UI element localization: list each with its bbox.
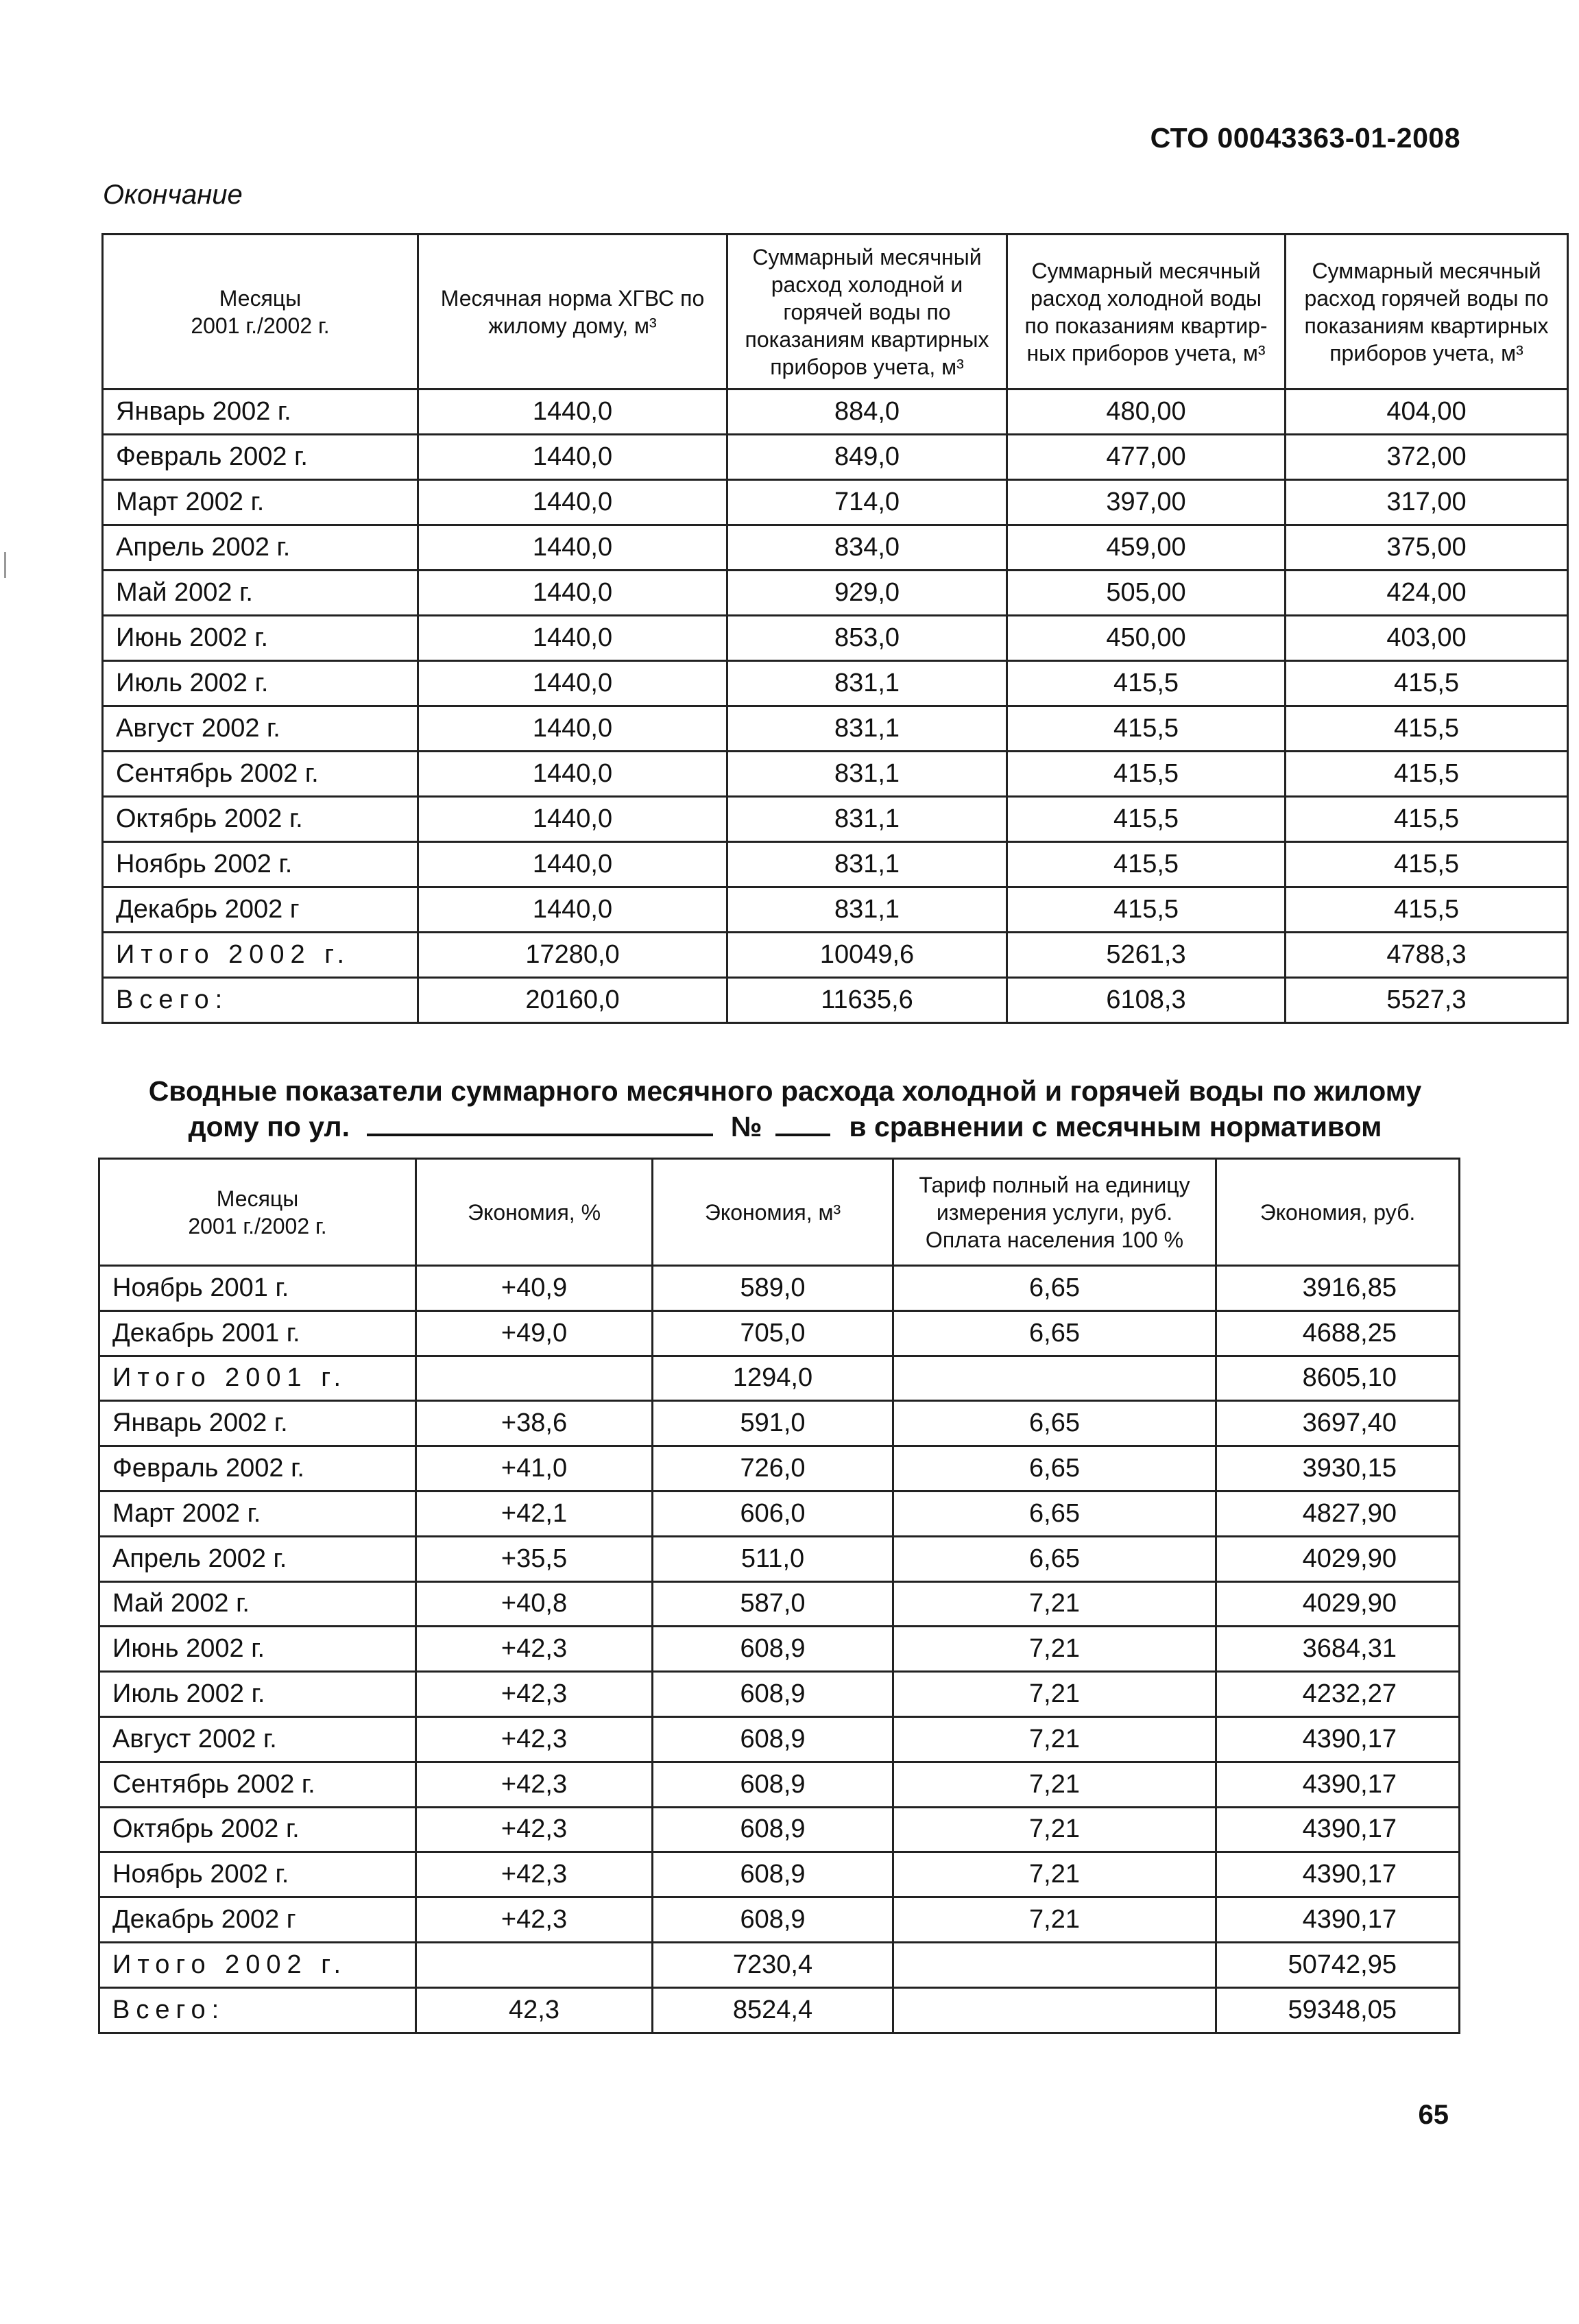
table-row (103, 706, 1568, 752)
row-label-cell: Июль 2002 г. (99, 1672, 416, 1717)
value-cell: 7,21 (893, 1581, 1216, 1627)
value-cell: 4688,25 (1216, 1310, 1460, 1356)
value-cell: 3697,40 (1216, 1401, 1460, 1446)
row-label-cell: Январь 2002 г. (99, 1401, 416, 1446)
row-label-cell: Январь 2002 г. (103, 390, 418, 435)
value-cell: 929,0 (727, 571, 1007, 616)
value-cell: 415,5 (1286, 752, 1568, 797)
table-row (99, 1987, 1460, 2033)
value-cell: 834,0 (727, 525, 1007, 571)
value-cell: 1440,0 (418, 525, 727, 571)
table-row (99, 1536, 1460, 1581)
col-header-savings-percent: Экономия, % (416, 1159, 653, 1266)
row-label-cell: Июнь 2002 г. (99, 1627, 416, 1672)
section-label: Окончание (103, 180, 243, 210)
value-cell (893, 1987, 1216, 2033)
row-label-cell: Октябрь 2002 г. (99, 1807, 416, 1852)
value-cell: 1440,0 (418, 661, 727, 706)
value-cell: 7,21 (893, 1852, 1216, 1897)
value-cell (893, 1356, 1216, 1401)
table-row (99, 1807, 1460, 1852)
value-cell: +42,3 (416, 1897, 653, 1943)
value-cell: 415,5 (1007, 706, 1286, 752)
value-cell: 477,00 (1007, 435, 1286, 480)
savings-table (98, 1158, 1460, 2034)
value-cell: 1440,0 (418, 390, 727, 435)
consumption-table-header (103, 235, 1568, 390)
value-cell: 6,65 (893, 1310, 1216, 1356)
row-label-cell: Апрель 2002 г. (99, 1536, 416, 1581)
col-header-savings-rub: Экономия, руб. (1216, 1159, 1460, 1266)
value-cell: 424,00 (1286, 571, 1568, 616)
value-cell: 415,5 (1007, 661, 1286, 706)
table-row (103, 435, 1568, 480)
value-cell: 6108,3 (1007, 978, 1286, 1023)
table-row (99, 1942, 1460, 1987)
value-cell: 10049,6 (727, 933, 1007, 978)
value-cell: 3916,85 (1216, 1266, 1460, 1311)
value-cell: 1440,0 (418, 887, 727, 933)
row-label-cell: Сентябрь 2002 г. (103, 752, 418, 797)
value-cell: 7,21 (893, 1897, 1216, 1943)
row-label-cell: Май 2002 г. (103, 571, 418, 616)
value-cell: 705,0 (653, 1310, 893, 1356)
table-row (99, 1266, 1460, 1311)
table-row (99, 1356, 1460, 1401)
value-cell: 606,0 (653, 1491, 893, 1536)
value-cell: 7230,4 (653, 1942, 893, 1987)
document-code: СТО 00043363-01-2008 (1150, 122, 1460, 154)
row-label-cell: Ноябрь 2002 г. (99, 1852, 416, 1897)
value-cell: 8524,4 (653, 1987, 893, 2033)
consumption-table (101, 233, 1569, 1024)
value-cell: 7,21 (893, 1672, 1216, 1717)
table-row (103, 571, 1568, 616)
value-cell: 608,9 (653, 1762, 893, 1807)
value-cell: 415,5 (1286, 797, 1568, 842)
value-cell: 1440,0 (418, 842, 727, 887)
value-cell: 5527,3 (1286, 978, 1568, 1023)
row-label-cell: Декабрь 2002 г (99, 1897, 416, 1943)
caption-line-2 (103, 1109, 1467, 1145)
caption-line-1: Сводные показатели суммарного месячного расхода холодной и горячей воды по жилому (148, 1075, 1422, 1107)
table-row (103, 842, 1568, 887)
row-label-cell: Июль 2002 г. (103, 661, 418, 706)
value-cell: 415,5 (1286, 661, 1568, 706)
value-cell: +49,0 (416, 1310, 653, 1356)
summary-caption (103, 1073, 1467, 1145)
value-cell: 397,00 (1007, 480, 1286, 525)
caption-number-sign: № (730, 1111, 762, 1142)
value-cell: 853,0 (727, 616, 1007, 661)
caption-comparison: в сравнении с месячным нормативом (849, 1111, 1382, 1142)
row-label-cell: Всего: (99, 1987, 416, 2033)
value-cell: 415,5 (1007, 752, 1286, 797)
value-cell: 831,1 (727, 887, 1007, 933)
value-cell: 50742,95 (1216, 1942, 1460, 1987)
value-cell: 831,1 (727, 661, 1007, 706)
col-header-total-consumption: Суммарный месячный расход холодной и горячей воды по показаниям квартирных приборов учета, м³ (727, 235, 1007, 390)
value-cell: 1440,0 (418, 480, 727, 525)
table-row (103, 390, 1568, 435)
value-cell: 6,65 (893, 1401, 1216, 1446)
value-cell: +38,6 (416, 1401, 653, 1446)
value-cell: 317,00 (1286, 480, 1568, 525)
value-cell: 608,9 (653, 1716, 893, 1762)
value-cell: +42,3 (416, 1807, 653, 1852)
value-cell: +40,9 (416, 1266, 653, 1311)
value-cell: 831,1 (727, 842, 1007, 887)
value-cell: 415,5 (1286, 887, 1568, 933)
value-cell: +35,5 (416, 1536, 653, 1581)
col-header-months: Месяцы 2001 г./2002 г. (103, 235, 418, 390)
value-cell: 589,0 (653, 1266, 893, 1311)
row-label-cell: Май 2002 г. (99, 1581, 416, 1627)
value-cell: 4390,17 (1216, 1762, 1460, 1807)
row-label-cell: Ноябрь 2002 г. (103, 842, 418, 887)
value-cell: +42,3 (416, 1672, 653, 1717)
value-cell: +40,8 (416, 1581, 653, 1627)
table-row (99, 1310, 1460, 1356)
col-header-months: Месяцы 2001 г./2002 г. (99, 1159, 416, 1266)
value-cell: 4029,90 (1216, 1536, 1460, 1581)
value-cell: 480,00 (1007, 390, 1286, 435)
table-row (103, 797, 1568, 842)
table-row (103, 933, 1568, 978)
value-cell: 42,3 (416, 1987, 653, 2033)
value-cell: 714,0 (727, 480, 1007, 525)
caption-street-prefix: дому по ул. (188, 1111, 350, 1142)
value-cell: 608,9 (653, 1897, 893, 1943)
savings-table-body (99, 1266, 1460, 2033)
table-row (99, 1852, 1460, 1897)
row-label-cell: Итого 2002 г. (99, 1942, 416, 1987)
value-cell: 6,65 (893, 1491, 1216, 1536)
table-row (99, 1581, 1460, 1627)
value-cell (893, 1942, 1216, 1987)
value-cell: 511,0 (653, 1536, 893, 1581)
row-label-cell: Февраль 2002 г. (103, 435, 418, 480)
row-label-cell: Август 2002 г. (103, 706, 418, 752)
row-label-cell: Итого 2001 г. (99, 1356, 416, 1401)
table-row (103, 616, 1568, 661)
value-cell: 8605,10 (1216, 1356, 1460, 1401)
value-cell: 11635,6 (727, 978, 1007, 1023)
table-row (99, 1627, 1460, 1672)
table-row (99, 1897, 1460, 1943)
value-cell: 884,0 (727, 390, 1007, 435)
row-label-cell: Июнь 2002 г. (103, 616, 418, 661)
col-header-tariff: Тариф полный на единицу измерения услуги, руб. Оплата населения 100 % (893, 1159, 1216, 1266)
value-cell: 608,9 (653, 1627, 893, 1672)
col-header-monthly-norm: Месячная норма ХГВС по жилому дому, м³ (418, 235, 727, 390)
table-row (103, 752, 1568, 797)
value-cell: 1440,0 (418, 797, 727, 842)
row-label-cell: Август 2002 г. (99, 1716, 416, 1762)
value-cell: 7,21 (893, 1716, 1216, 1762)
value-cell: 459,00 (1007, 525, 1286, 571)
value-cell: 831,1 (727, 752, 1007, 797)
value-cell: 1440,0 (418, 571, 727, 616)
value-cell: 1440,0 (418, 435, 727, 480)
savings-table-header (99, 1159, 1460, 1266)
row-label-cell: Сентябрь 2002 г. (99, 1762, 416, 1807)
table-row (99, 1401, 1460, 1446)
value-cell: 831,1 (727, 706, 1007, 752)
value-cell: 20160,0 (418, 978, 727, 1023)
value-cell: 849,0 (727, 435, 1007, 480)
value-cell: 415,5 (1286, 842, 1568, 887)
value-cell: 7,21 (893, 1627, 1216, 1672)
value-cell: 59348,05 (1216, 1987, 1460, 2033)
table-row (99, 1716, 1460, 1762)
value-cell: 404,00 (1286, 390, 1568, 435)
value-cell: 7,21 (893, 1807, 1216, 1852)
value-cell: 4788,3 (1286, 933, 1568, 978)
value-cell: +42,3 (416, 1627, 653, 1672)
value-cell: 6,65 (893, 1536, 1216, 1581)
value-cell: 450,00 (1007, 616, 1286, 661)
consumption-table-body (103, 390, 1568, 1023)
value-cell: +41,0 (416, 1446, 653, 1492)
col-header-cold-water: Суммарный месячный расход холодной воды по показаниям квартир-ных приборов учета, м³ (1007, 235, 1286, 390)
value-cell: +42,3 (416, 1762, 653, 1807)
value-cell: 726,0 (653, 1446, 893, 1492)
value-cell: 5261,3 (1007, 933, 1286, 978)
value-cell: 4390,17 (1216, 1807, 1460, 1852)
value-cell: 608,9 (653, 1852, 893, 1897)
value-cell (416, 1942, 653, 1987)
value-cell: 3684,31 (1216, 1627, 1460, 1672)
row-label-cell: Декабрь 2002 г (103, 887, 418, 933)
table-row (103, 661, 1568, 706)
table-row (99, 1446, 1460, 1492)
value-cell: 608,9 (653, 1672, 893, 1717)
col-header-hot-water: Суммарный месячный расход горячей воды по показаниям квартирных приборов учета, м³ (1286, 235, 1568, 390)
value-cell: 4232,27 (1216, 1672, 1460, 1717)
row-label-cell: Март 2002 г. (99, 1491, 416, 1536)
street-blank (367, 1113, 713, 1136)
value-cell: +42,3 (416, 1716, 653, 1762)
value-cell: +42,3 (416, 1852, 653, 1897)
table-row (103, 978, 1568, 1023)
table-row (103, 525, 1568, 571)
value-cell: 415,5 (1007, 797, 1286, 842)
value-cell: 1440,0 (418, 616, 727, 661)
col-header-savings-volume: Экономия, м³ (653, 1159, 893, 1266)
value-cell: 4390,17 (1216, 1897, 1460, 1943)
value-cell: 608,9 (653, 1807, 893, 1852)
value-cell: 372,00 (1286, 435, 1568, 480)
value-cell: 1440,0 (418, 706, 727, 752)
value-cell: 7,21 (893, 1762, 1216, 1807)
value-cell: +42,1 (416, 1491, 653, 1536)
value-cell: 4827,90 (1216, 1491, 1460, 1536)
value-cell: 403,00 (1286, 616, 1568, 661)
table-row (99, 1762, 1460, 1807)
value-cell: 591,0 (653, 1401, 893, 1446)
row-label-cell: Апрель 2002 г. (103, 525, 418, 571)
value-cell: 415,5 (1286, 706, 1568, 752)
value-cell: 587,0 (653, 1581, 893, 1627)
table-row (103, 887, 1568, 933)
value-cell: 831,1 (727, 797, 1007, 842)
value-cell: 6,65 (893, 1446, 1216, 1492)
value-cell: 3930,15 (1216, 1446, 1460, 1492)
row-label-cell: Всего: (103, 978, 418, 1023)
row-label-cell: Октябрь 2002 г. (103, 797, 418, 842)
number-blank (775, 1113, 830, 1136)
row-label-cell: Итого 2002 г. (103, 933, 418, 978)
scan-mark (4, 552, 6, 578)
row-label-cell: Ноябрь 2001 г. (99, 1266, 416, 1311)
value-cell: 375,00 (1286, 525, 1568, 571)
value-cell: 1294,0 (653, 1356, 893, 1401)
table-row (99, 1491, 1460, 1536)
value-cell: 505,00 (1007, 571, 1286, 616)
value-cell (416, 1356, 653, 1401)
value-cell: 17280,0 (418, 933, 727, 978)
value-cell: 4390,17 (1216, 1716, 1460, 1762)
row-label-cell: Март 2002 г. (103, 480, 418, 525)
value-cell: 415,5 (1007, 887, 1286, 933)
page-number: 65 (1418, 2100, 1449, 2130)
table-row (103, 480, 1568, 525)
value-cell: 1440,0 (418, 752, 727, 797)
value-cell: 6,65 (893, 1266, 1216, 1311)
value-cell: 415,5 (1007, 842, 1286, 887)
value-cell: 4390,17 (1216, 1852, 1460, 1897)
row-label-cell: Февраль 2002 г. (99, 1446, 416, 1492)
table-row (99, 1672, 1460, 1717)
row-label-cell: Декабрь 2001 г. (99, 1310, 416, 1356)
value-cell: 4029,90 (1216, 1581, 1460, 1627)
